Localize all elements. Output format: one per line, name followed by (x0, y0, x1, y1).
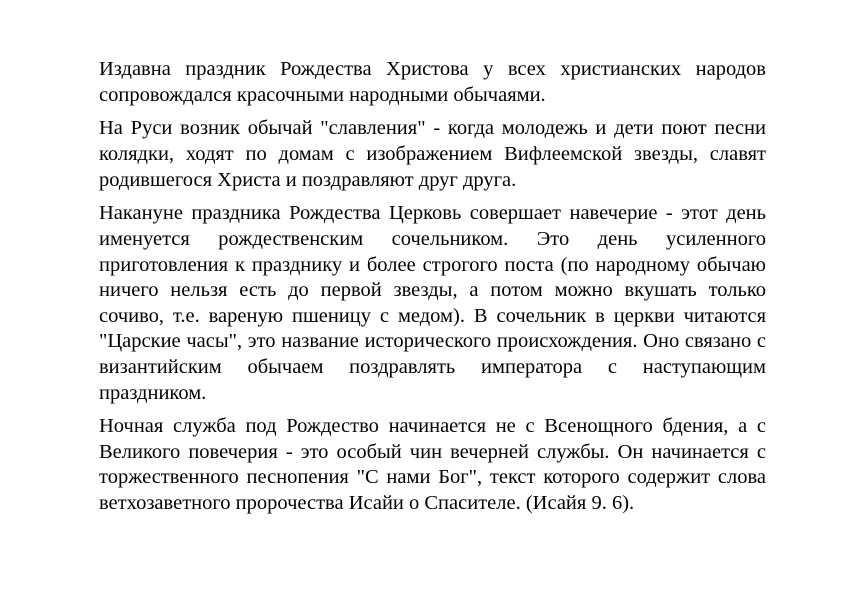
paragraph-3: Накануне праздника Рождества Церковь совершает навечерие - этот день именуется рождественским сочельником. Это день усиленного приготовления к празднику и более строгого поста (по народному обычаю ничего нельзя есть до первой звезды, а потом можно вкушать только сочиво, т.е. вареную пшеницу с медом). В сочельник в церкви читаются "Царские часы", это название исторического происхождения. Оно связано с византийским обычаем поздравлять императора с наступающим праздником. (99, 202, 766, 404)
paragraph-1: Издавна праздник Рождества Христова у всех христианских народов сопровождался красочными народными обычаями. (99, 58, 766, 106)
document-page (99, 57, 766, 525)
paragraph-2: На Руси возник обычай "славления" - когда молодежь и дети поют песни колядки, ходят по домам с изображением Вифлеемской звезды, славят родившегося Христа и поздравляют друг друга. (99, 117, 766, 191)
paragraph-4: Ночная служба под Рождество начинается не с Всенощного бдения, а с Великого повечерия - это особый чин вечерней службы. Он начинается с торжественного песнопения "С нами Бог", текст которого содержит слова ветхозаветного пророчества Исайи о Спасителе. (Исайя 9. 6). (99, 415, 766, 515)
